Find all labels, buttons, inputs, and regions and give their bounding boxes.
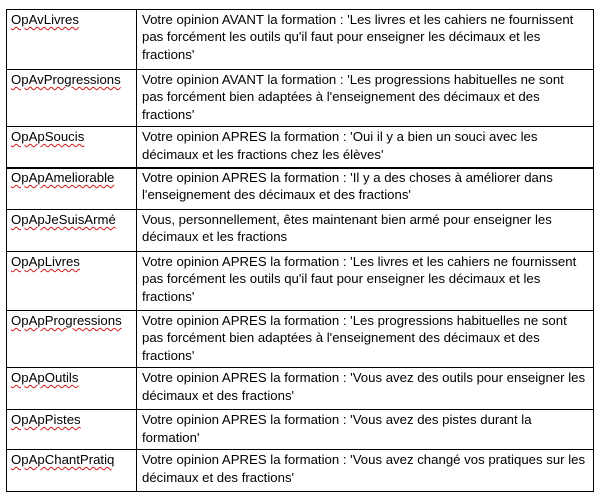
- table-row: [7, 127, 594, 169]
- table-row: [7, 168, 594, 210]
- variable-description-cell: Votre opinion APRES la formation : 'Vous avez des outils pour enseigner les décimaux et des fractions': [137, 368, 594, 410]
- variables-table-1: [6, 9, 594, 169]
- table-row: [7, 210, 594, 252]
- variable-name-cell: OpApOutils: [7, 368, 137, 410]
- table-row: [7, 70, 594, 127]
- variable-description-cell: Votre opinion APRES la formation : 'Vous avez des pistes durant la formation': [137, 410, 594, 450]
- table-row: [7, 410, 594, 450]
- table-row: [7, 450, 594, 492]
- variable-name-cell: OpAvProgressions: [7, 70, 137, 127]
- variable-name-cell: OpApLivres: [7, 252, 137, 311]
- table-row: [7, 311, 594, 368]
- variable-name-cell: OpApChantPratiq: [7, 450, 137, 492]
- variable-description-cell: Votre opinion APRES la formation : 'Il y a des choses à améliorer dans l'enseignement des décimaux et des fractions': [137, 168, 594, 210]
- variable-description-cell: Votre opinion APRES la formation : 'Oui il y a bien un souci avec les décimaux et les fractions chez les élèves': [137, 127, 594, 169]
- variable-name-cell: OpApPistes: [7, 410, 137, 450]
- variable-description-cell: Vous, personnellement, êtes maintenant bien armé pour enseigner les décimaux et les fractions: [137, 210, 594, 252]
- table-row: [7, 368, 594, 410]
- variable-description-cell: Votre opinion AVANT la formation : 'Les progressions habituelles ne sont pas forcément bien adaptées à l'enseignement des décimaux et des fractions': [137, 70, 594, 127]
- variable-description-cell: Votre opinion APRES la formation : 'Les livres et les cahiers ne fournissent pas forcément les outils qu'il faut pour enseigner les décimaux et les fractions': [137, 252, 594, 311]
- table-row: [7, 252, 594, 311]
- variable-name-cell: OpAvLivres: [7, 10, 137, 70]
- variable-description-cell: Votre opinion APRES la formation : 'Vous avez changé vos pratiques sur les décimaux et des fractions': [137, 450, 594, 492]
- variables-table-2: [6, 167, 594, 492]
- variable-description-cell: Votre opinion AVANT la formation : 'Les livres et les cahiers ne fournissent pas forcément les outils qu'il faut pour enseigner les décimaux et les fractions': [137, 10, 594, 70]
- table-row: [7, 10, 594, 70]
- variable-description-cell: Votre opinion APRES la formation : 'Les progressions habituelles ne sont pas forcément bien adaptées à l'enseignement des décimaux et des fractions': [137, 311, 594, 368]
- variable-name-cell: OpApAmeliorable: [7, 168, 137, 210]
- variable-name-cell: OpApProgressions: [7, 311, 137, 368]
- variable-name-cell: OpApJeSuisArmé: [7, 210, 137, 252]
- variable-name-cell: OpApSoucis: [7, 127, 137, 169]
